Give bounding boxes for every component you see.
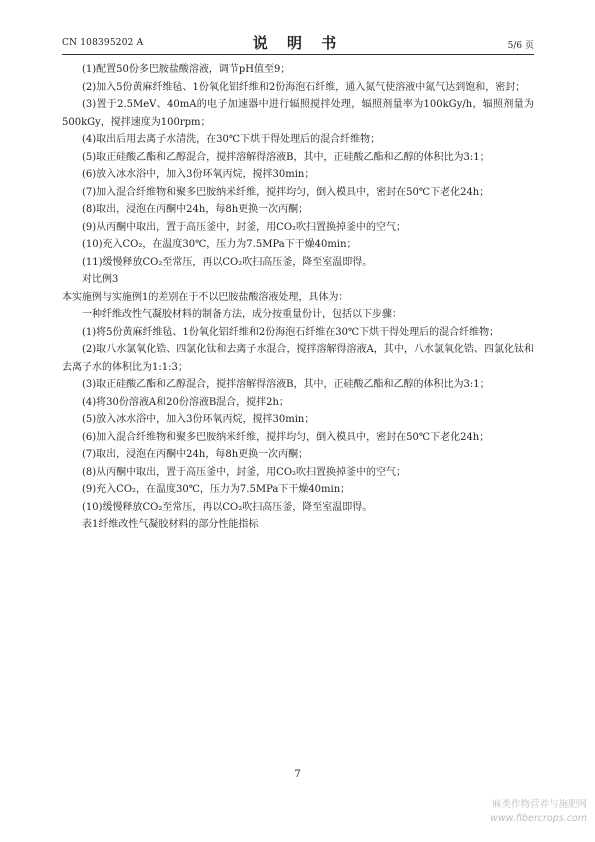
document-title: 说 明 书 [252,34,344,52]
body-paragraph: (3)置于2.5MeV、40mA的电子加速器中进行辐照搅拌处理，辐照剂量率为100kGy/h，辐照剂量为500kGy，搅拌速度为100rpm； [62,99,534,128]
body-paragraph: (9)从丙酮中取出，置于高压釜中，封釜，用CO₂吹扫置换掉釜中的空气； [82,221,407,233]
body-paragraph: 本实施例与实施例1的差别在于不以巴胺盐酸溶液处理，具体为： [62,291,349,303]
page-indicator: 5/6 页 [507,41,534,51]
body-paragraph: (4)将30份溶液A和20份溶液B混合，搅拌2h； [82,396,289,408]
document-body [62,61,534,534]
page-header [62,32,534,55]
body-paragraph: (5)放入冰水浴中，加入3份环氧丙烷，搅拌30min； [82,414,315,425]
watermark [490,798,587,826]
body-paragraph: (1)配置50份多巴胺盐酸溶液，调节pH值至9； [82,64,291,75]
body-paragraph: (4)取出后用去离子水清洗，在30℃下烘干得处理后的混合纤维物； [82,134,381,145]
watermark-site-name: 麻类作物营养与施肥网 [491,799,587,810]
body-paragraph: 对比例3 [82,274,119,285]
body-paragraph: (9)充入CO₂，在温度30℃，压力为7.5MPa下干燥40min； [82,484,351,495]
body-paragraph: (1)将5份黄麻纤维毡、1份氧化铝纤维和2份海泡石纤维在30℃下烘干得处理后的混合纤维物； [82,326,500,338]
body-paragraph: (10)充入CO₂，在温度30℃，压力为7.5MPa下干燥40min； [82,239,357,250]
patent-number: CN 108395202 A [62,38,144,48]
body-paragraph: (5)取正硅酸乙酯和乙醇混合，搅拌溶解得溶液B，其中，正硅酸乙酯和乙醇的体积比为3:1； [82,151,490,163]
body-paragraph: (7)加入混合纤维物和聚多巴胺纳米纤维，搅拌均匀，倒入模具中，密封在50℃下老化24h； [82,186,490,198]
body-paragraph: (6)加入混合纤维物和聚多巴胺纳米纤维，搅拌均匀，倒入模具中，密封在50℃下老化24h； [82,431,490,443]
body-paragraph: (11)缓慢释放CO₂至常压，再以CO₂吹扫高压釜，降至室温即得。 [82,256,373,268]
body-paragraph: (3)取正硅酸乙酯和乙醇混合，搅拌溶解得溶液B，其中，正硅酸乙酯和乙醇的体积比为3:1； [82,379,490,390]
page-number: 7 [294,769,301,780]
body-paragraph: (2)取八水氯氧化锆、四氯化钛和去离子水混合，搅拌溶解得溶液A，其中，八水氯氧化锆、四氯化钛和去离子水的体积比为1:1:3； [62,344,534,373]
body-paragraph: 表1纤维改性气凝胶材料的部分性能指标 [82,519,259,530]
body-paragraph: (8)从丙酮中取出，置于高压釜中，封釜，用CO₂吹扫置换掉釜中的空气； [82,466,407,478]
body-paragraph: (8)取出，浸泡在丙酮中24h，每8h更换一次丙酮； [82,204,309,215]
body-paragraph: (2)加入5份黄麻纤维毡、1份氧化铝纤维和2份海泡石纤维，通入氮气使溶液中氮气达到饱和，密封； [82,81,526,93]
body-paragraph: (7)取出，浸泡在丙酮中24h，每8h更换一次丙酮； [82,449,309,460]
body-paragraph: (10)缓慢释放CO₂至常压，再以CO₂吹扫高压釜，降至室温即得。 [82,501,373,513]
body-paragraph: 一种纤维改性气凝胶材料的制备方法，成分按重量份计，包括以下步骤： [82,309,402,320]
watermark-url: www.fibercrops.com [490,813,587,824]
body-paragraph: (6)放入冰水浴中，加入3份环氧丙烷，搅拌30min； [82,169,315,180]
